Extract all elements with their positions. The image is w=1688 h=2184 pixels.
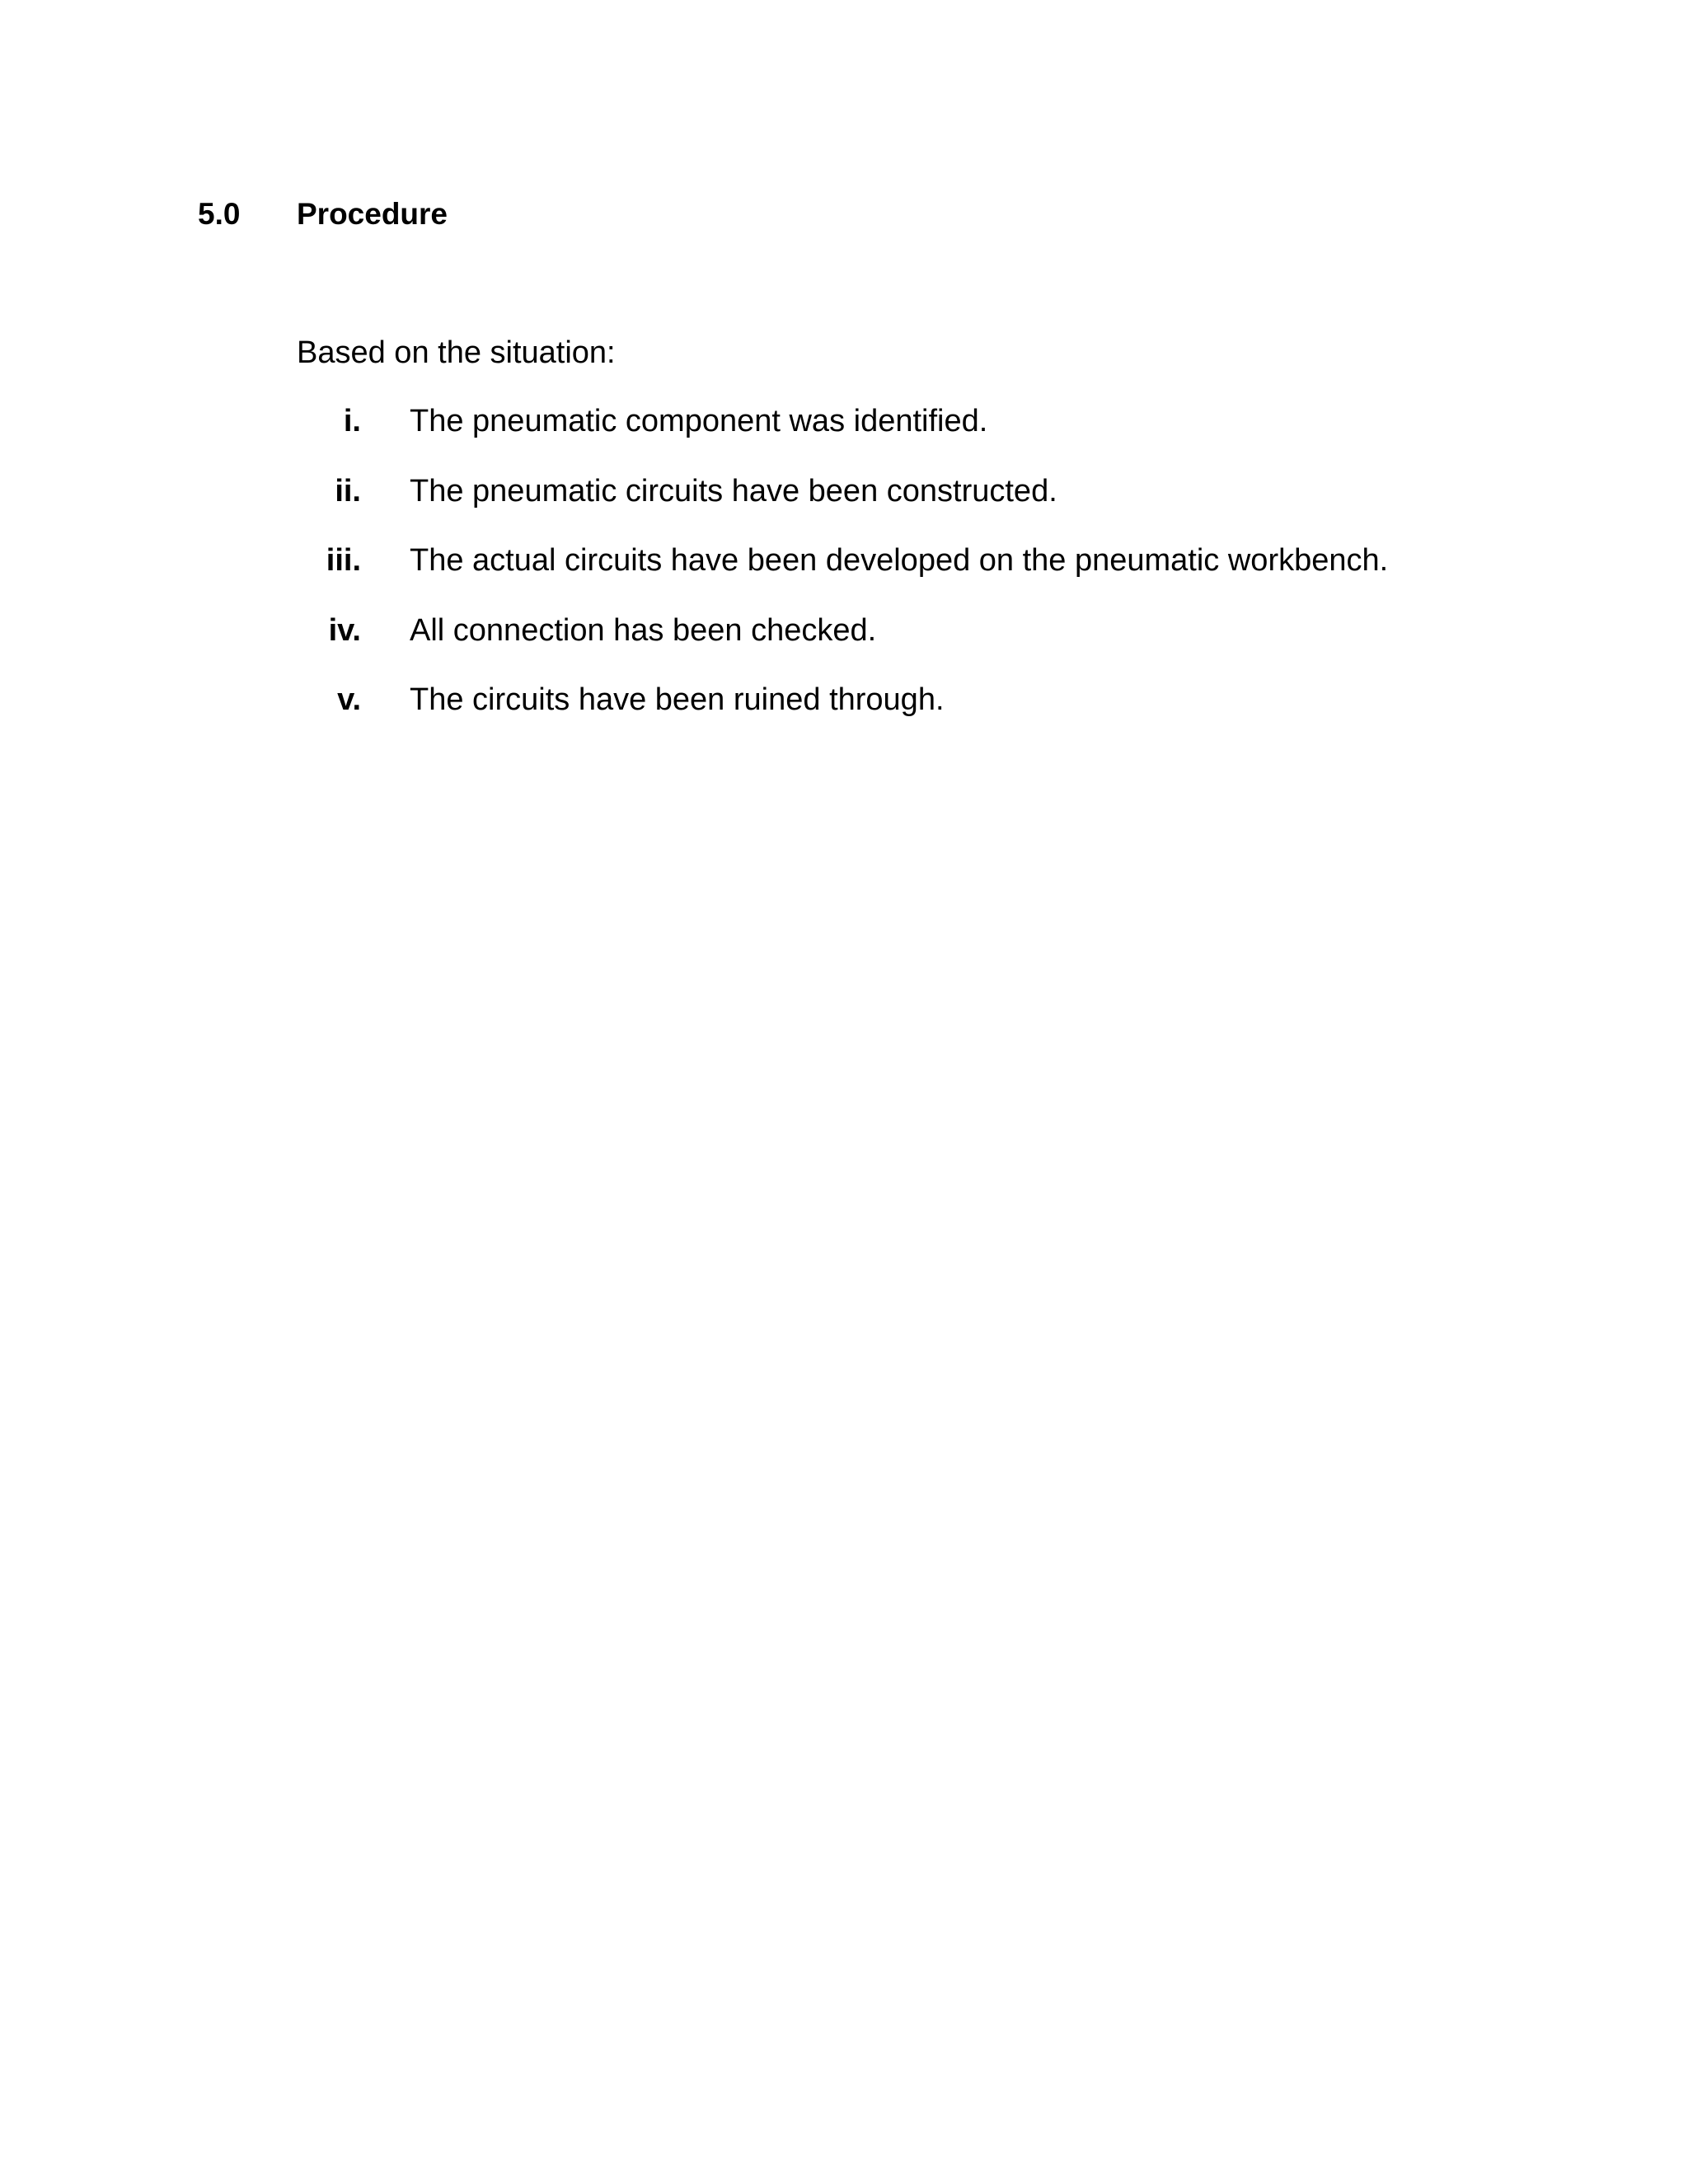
section-number: 5.0 <box>198 197 241 231</box>
step-marker: i. <box>343 404 361 438</box>
step-marker: ii. <box>335 473 361 509</box>
step-text: All connection has been checked. <box>410 612 877 648</box>
step-text: The pneumatic component was identified. <box>410 404 988 438</box>
step-text: The circuits have been ruined through. <box>410 682 945 717</box>
step-text: The actual circuits have been developed on the pneumatic workbench. <box>410 543 1389 578</box>
section-title: Procedure <box>297 197 448 231</box>
intro-text: Based on the situation: <box>297 335 616 370</box>
step-marker: v. <box>337 682 361 717</box>
step-marker: iii. <box>326 543 361 578</box>
step-text: The pneumatic circuits have been constructed. <box>410 473 1057 509</box>
step-marker: iv. <box>328 612 361 648</box>
